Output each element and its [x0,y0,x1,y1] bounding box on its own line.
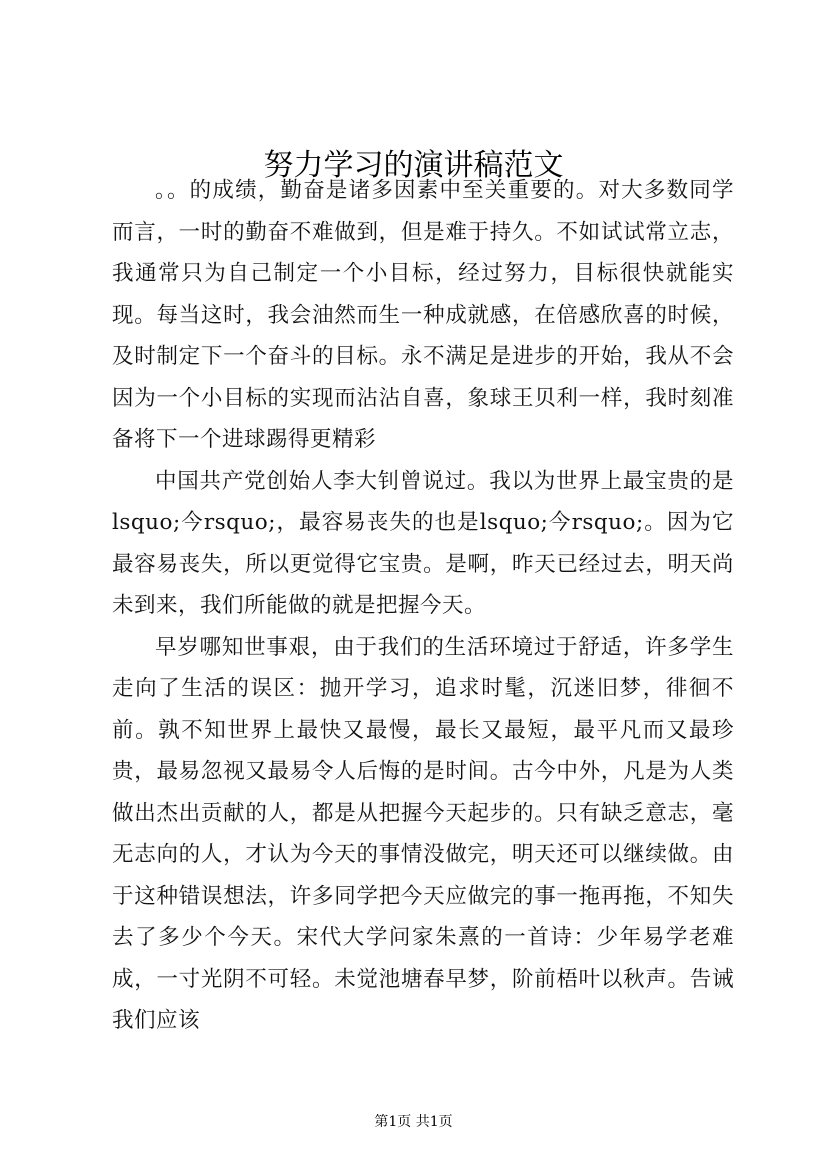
document-body [112,170,734,1042]
page-number-footer: 第1页 共1页 [374,1114,453,1130]
paragraph-3: 早岁哪知世事艰，由于我们的生活环境过于舒适，许多学生走向了生活的误区：抛开学习，追求时髦，沉迷旧梦，徘徊不前。孰不知世界上最快又最慢，最长又最短，最平凡而又最珍贵，最易忽视又最易令人后悔的是时间。古今中外，凡是为人类做出杰出贡献的人，都是从把握今天起步的。只有缺乏意志，毫无志向的人，才认为今天的事情没做完，明天还可以继续做。由于这种错误想法，许多同学把今天应做完的事一拖再拖，不知失去了多少个今天。宋代大学问家朱熹的一首诗：少年易学老难成，一寸光阴不可轻。未觉池塘春早梦，阶前梧叶以秋声。告诫我们应该 [112,634,734,1033]
paragraph-1: 。。的成绩，勤奋是诸多因素中至关重要的。对大多数同学而言，一时的勤奋不难做到，但是难于持久。不如试试常立志，我通常只为自己制定一个小目标，经过努力，目标很快就能实现。每当这时，我会油然而生一种成就感，在倍感欣喜的时候，及时制定下一个奋斗的目标。永不满足是进步的开始，我从不会因为一个小目标的实现而沾沾自喜，象球王贝利一样，我时刻准备将下一个进球踢得更精彩 [112,178,734,452]
document-title: 努力学习的演讲稿范文 [263,148,564,183]
paragraph-2: 中国共产党创始人李大钊曾说过。我以为世界上最宝贵的是lsquo;今rsquo;，最容易丧失的也是lsquo;今rsquo;。因为它最容易丧失，所以更觉得它宝贵。是啊，昨天已经过去，明天尚未到来，我们所能做的就是把握今天。 [112,468,734,618]
